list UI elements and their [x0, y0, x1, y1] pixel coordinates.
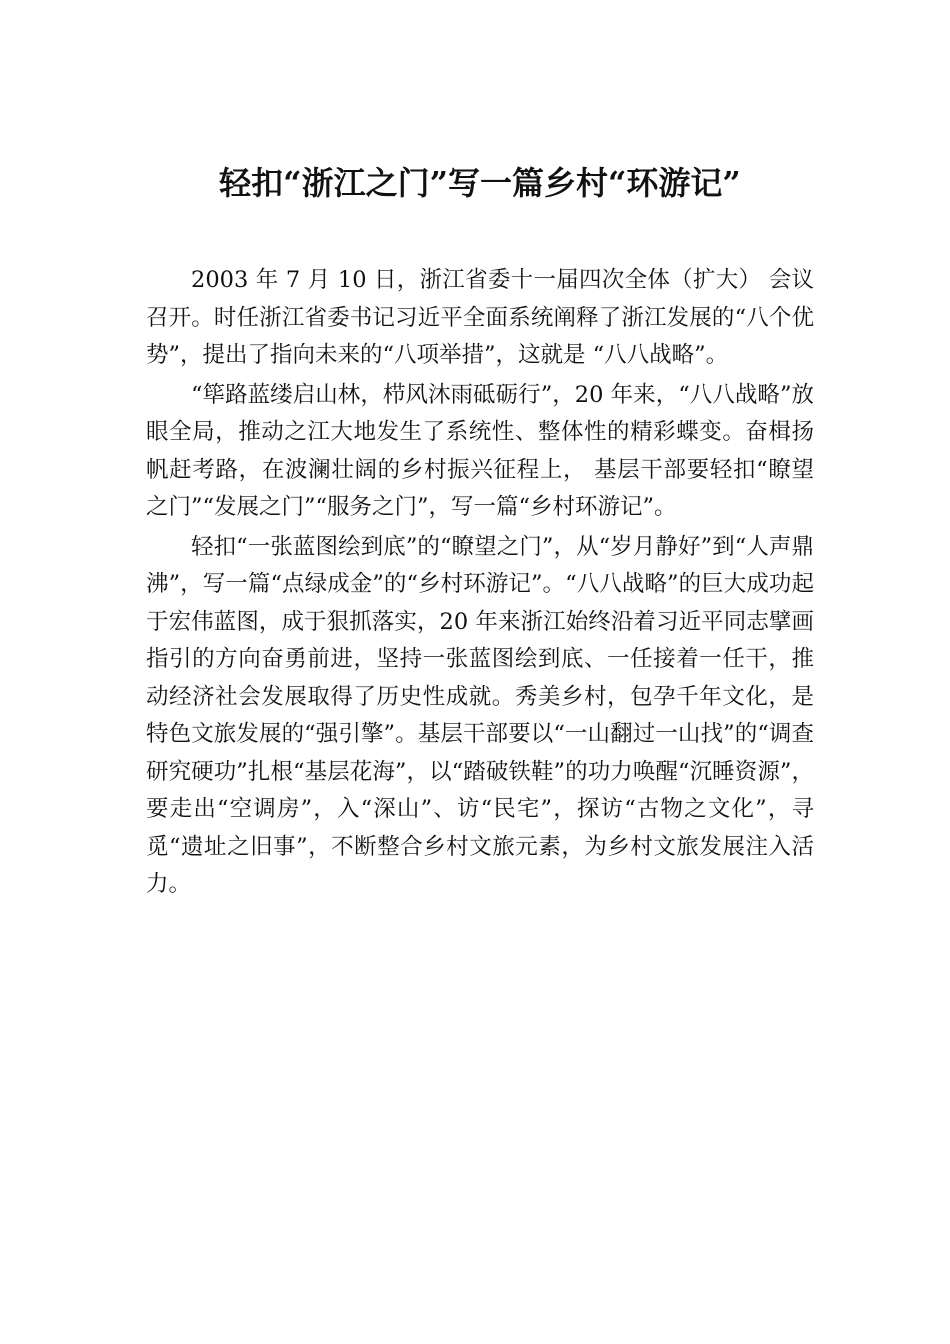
document-body — [146, 262, 814, 906]
document-title: 轻扣“浙江之门”写一篇乡村“环游记” — [219, 164, 741, 202]
paragraph-2: “筚路蓝缕启山林，栉风沐雨砥砺行”，20 年来，“八八战略”放眼全局，推动之江大地发生了系统性、整体性的精彩蝶变。奋楫扬帆赶考路，在波澜壮阔的乡村振兴征程上， 基层干部要轻扣“瞭望之门”“发展之门”“服务之门”，写一篇“乡村环游记”。 — [146, 381, 814, 520]
paragraph-3: 轻扣“一张蓝图绘到底”的“瞭望之门”，从“岁月静好”到“人声鼎沸”，写一篇“点绿成金”的“乡村环游记”。“八八战略”的巨大成功起于宏伟蓝图，成于狠抓落实，20 年来浙江始终沿着习近平同志擘画指引的方向奋勇前进，坚持一张蓝图绘到底、一任接着一任干，推动经济社会发展取得了历史性成就。秀美乡村，包孕千年文化，是特色文旅发展的“强引擎”。基层干部要以“一山翻过一山找”的“调查研究硬功”扎根“基层花海”，以“踏破铁鞋”的功力唤醒“沉睡资源”，要走出“空调房”，入“深山”、访“民宅”，探访“古物之文化”，寻觅“遗址之旧事”，不断整合乡村文旅元素，为乡村文旅发展注入活力。 — [146, 533, 814, 897]
paragraph-1: 2003 年 7 月 10 日，浙江省委十一届四次全体（扩大） 会议召开。时任浙江省委书记习近平全面系统阐释了浙江发展的“八个优势”，提出了指向未来的“八项举措”，这就是 “八八战略”。 — [146, 267, 814, 368]
